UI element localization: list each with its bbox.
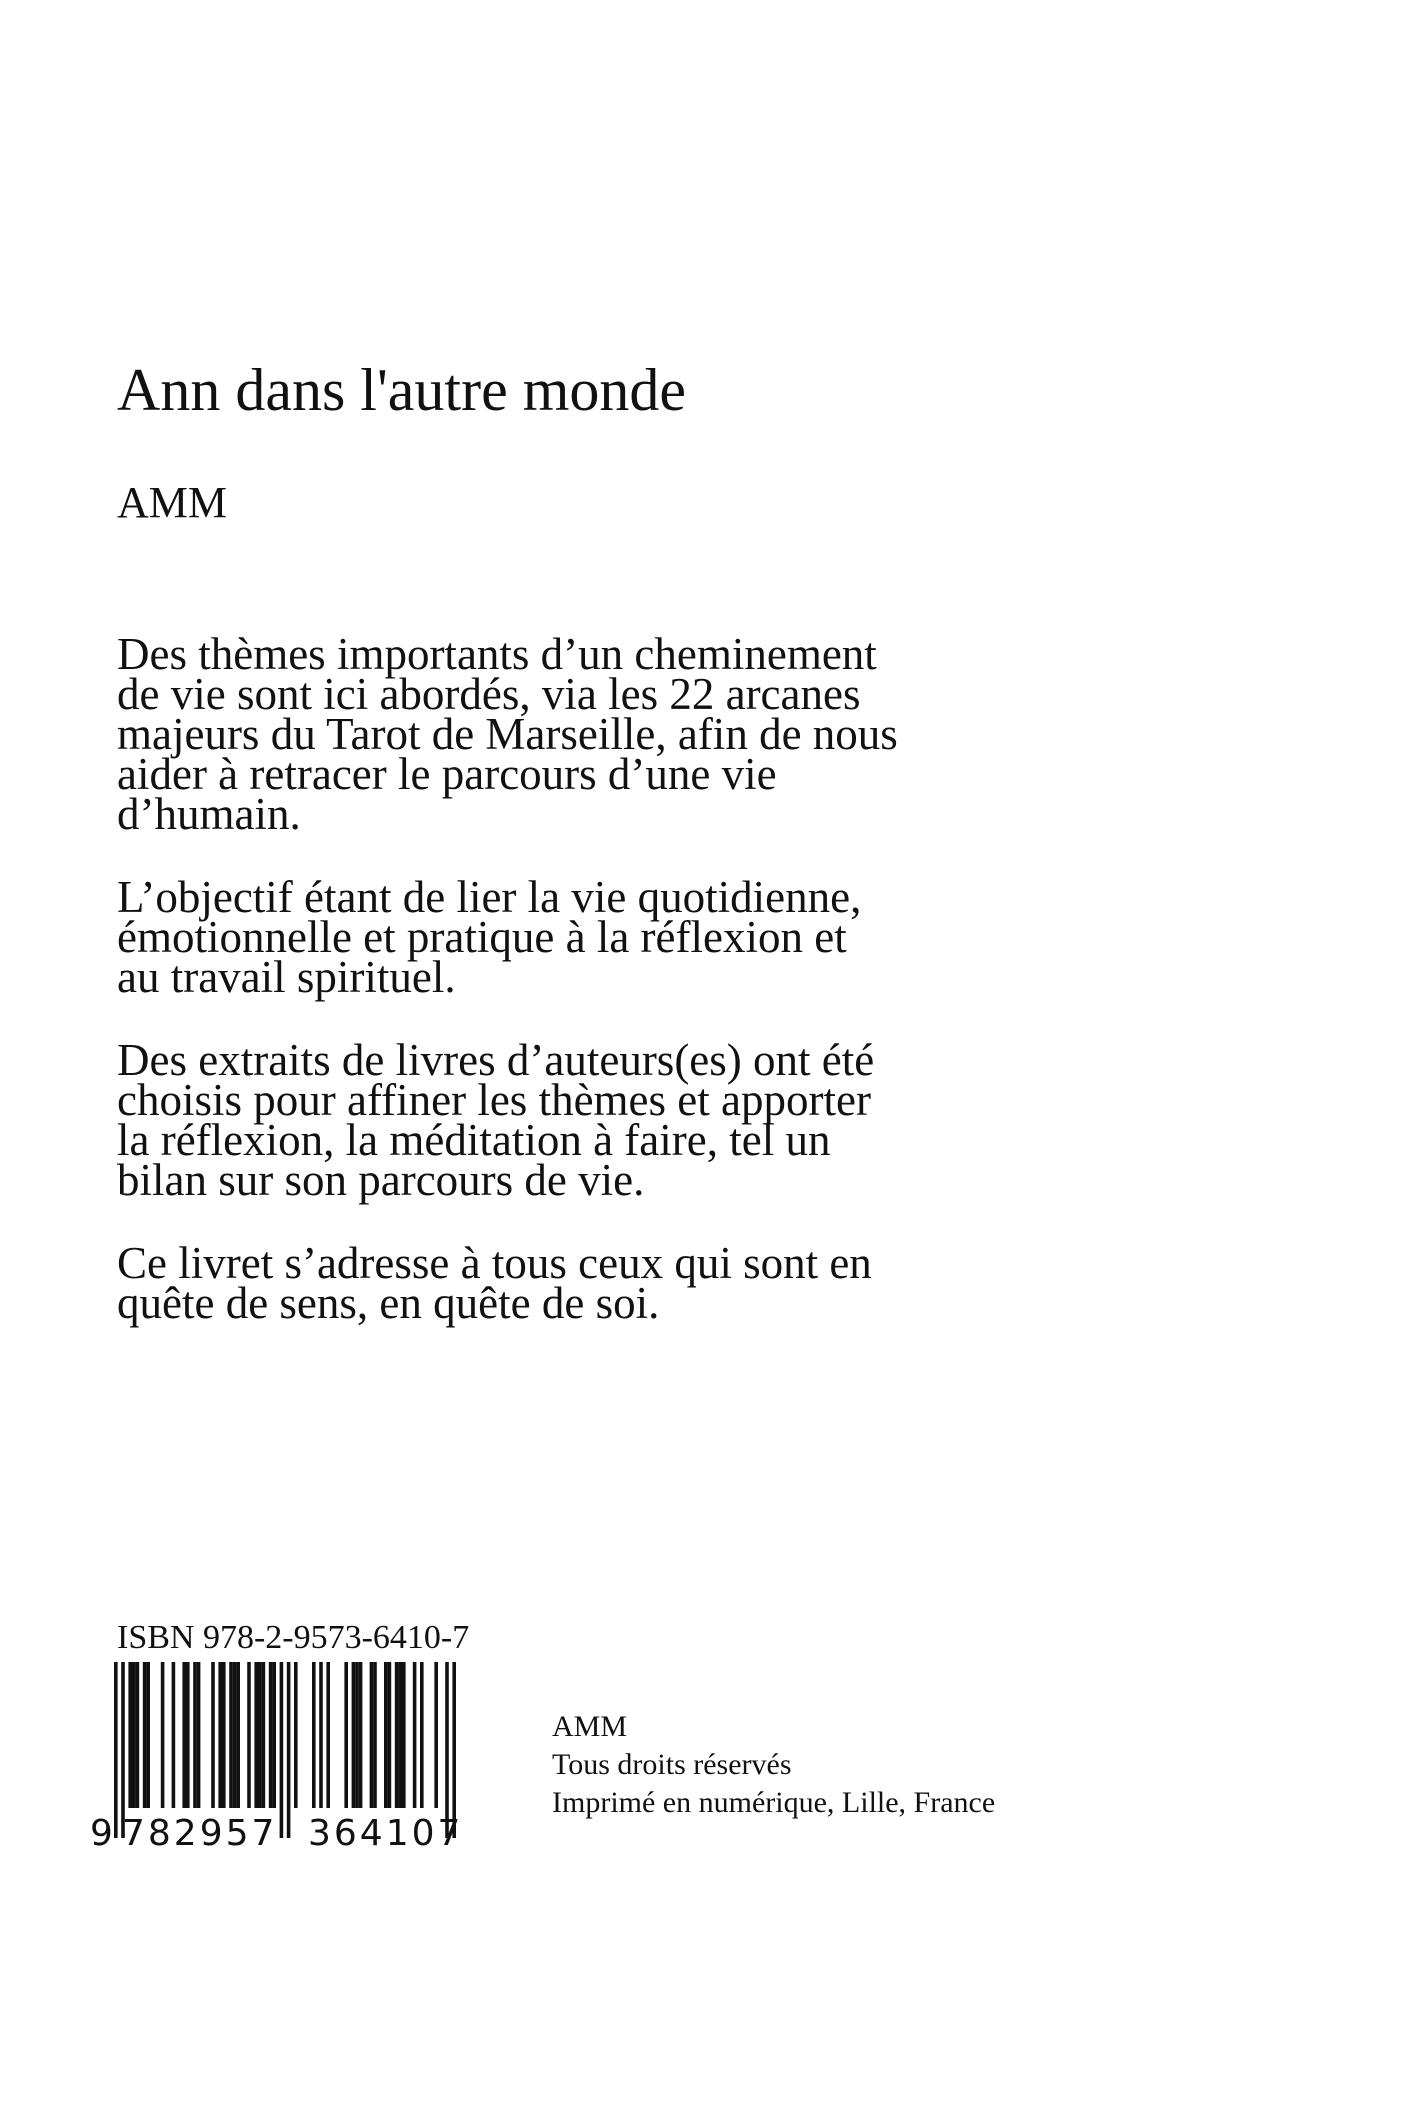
barcode-bar [434,1662,438,1808]
barcode-bar [136,1662,140,1808]
blurb-line: Des thèmes importants d’un cheminement [117,629,877,679]
barcode-bar [197,1662,201,1808]
blurb-line: Ce livret s’adresse à tous ceux qui sont en [117,1238,872,1288]
blurb-paragraph [117,872,1077,1002]
barcode-bar [326,1662,330,1808]
barcode-bar [161,1662,165,1808]
blurb-paragraph [117,1238,1077,1328]
barcode-bar [193,1662,197,1808]
blurb-line: de vie sont ici abordés, via les 22 arcanes [117,669,861,719]
blurb-line: majeurs du Tarot de Marseille, afin de nous [117,709,898,759]
blurb-line: Des extraits de livres d’auteurs(es) ont été [117,1035,875,1085]
barcode-bar [373,1662,377,1808]
barcode-bar [445,1662,449,1838]
isbn-label: ISBN 978-2-9573-6410-7 [117,1619,470,1656]
blurb-line: d’humain. [117,789,301,839]
barcode-bar [287,1662,291,1838]
barcode-bar [452,1662,456,1838]
blurb-line: la réflexion, la méditation à faire, tel un [117,1115,831,1165]
blurb-line: choisis pour affiner les thèmes et apporter [117,1075,871,1125]
barcode-bar [186,1662,190,1808]
barcode-bar [172,1662,176,1808]
publisher-rights: Tous droits réservés [552,1748,792,1781]
barcode-bar [319,1662,323,1808]
barcode-bar [114,1662,118,1838]
barcode-bar [121,1662,125,1838]
barcode-bar [128,1662,132,1808]
barcode-bar [229,1662,233,1808]
barcode-bar [211,1662,215,1808]
publisher-block [552,1708,995,1822]
blurb-paragraph [117,629,1077,839]
barcode-bar [272,1662,276,1808]
barcode-bar [395,1662,399,1808]
barcode-bar [146,1662,150,1808]
barcode-bar [384,1662,388,1808]
barcode-bar [258,1662,262,1808]
barcode-bar [398,1662,402,1808]
barcode-graphic [76,1660,490,1852]
barcode-left-digits: 782957 [122,1813,278,1852]
barcode-bars [114,1662,456,1838]
barcode-bar [222,1662,226,1808]
barcode-right-digits: 364107 [308,1813,464,1852]
barcode-bar [312,1662,316,1808]
back-cover-blurb [117,629,1077,1366]
barcode-bar [402,1662,406,1808]
barcode-bar [413,1662,417,1808]
barcode-bar [370,1662,374,1808]
barcode-bar [344,1662,348,1808]
barcode-bar [254,1662,258,1808]
blurb-line: émotionnelle et pratique à la réflexion et [117,912,847,962]
barcode-bar [262,1662,266,1808]
barcode-bar [420,1662,424,1808]
blurb-line: bilan sur son parcours de vie. [117,1155,645,1205]
barcode-bar [182,1662,186,1808]
publisher-printing: Imprimé en numérique, Lille, France [552,1786,996,1819]
barcode-bar [294,1662,298,1808]
blurb-line: L’objectif étant de lier la vie quotidienne, [117,872,862,922]
blurb-line: au travail spirituel. [117,952,456,1002]
barcode-bar [359,1662,363,1808]
barcode-bar [388,1662,392,1808]
barcode-bar [132,1662,136,1808]
blurb-paragraph [117,1035,1077,1205]
barcode-bar [236,1662,240,1808]
publisher-name: AMM [552,1710,628,1743]
barcode-lead-digit: 9 [90,1813,113,1852]
barcode-bar [355,1662,359,1808]
blurb-line: quête de sens, en quête de soi. [117,1278,660,1328]
author-name: AMM [117,478,228,527]
barcode-bar [269,1662,273,1808]
barcode-bar [247,1662,251,1808]
book-title: Ann dans l'autre monde [117,357,687,423]
barcode-bar [143,1662,147,1808]
barcode-bar [218,1662,222,1808]
barcode-bar [233,1662,237,1808]
barcode-bar [352,1662,356,1808]
barcode-bar [280,1662,284,1838]
isbn-barcode [76,1660,490,1852]
blurb-line: aider à retracer le parcours d’une vie [117,749,777,799]
